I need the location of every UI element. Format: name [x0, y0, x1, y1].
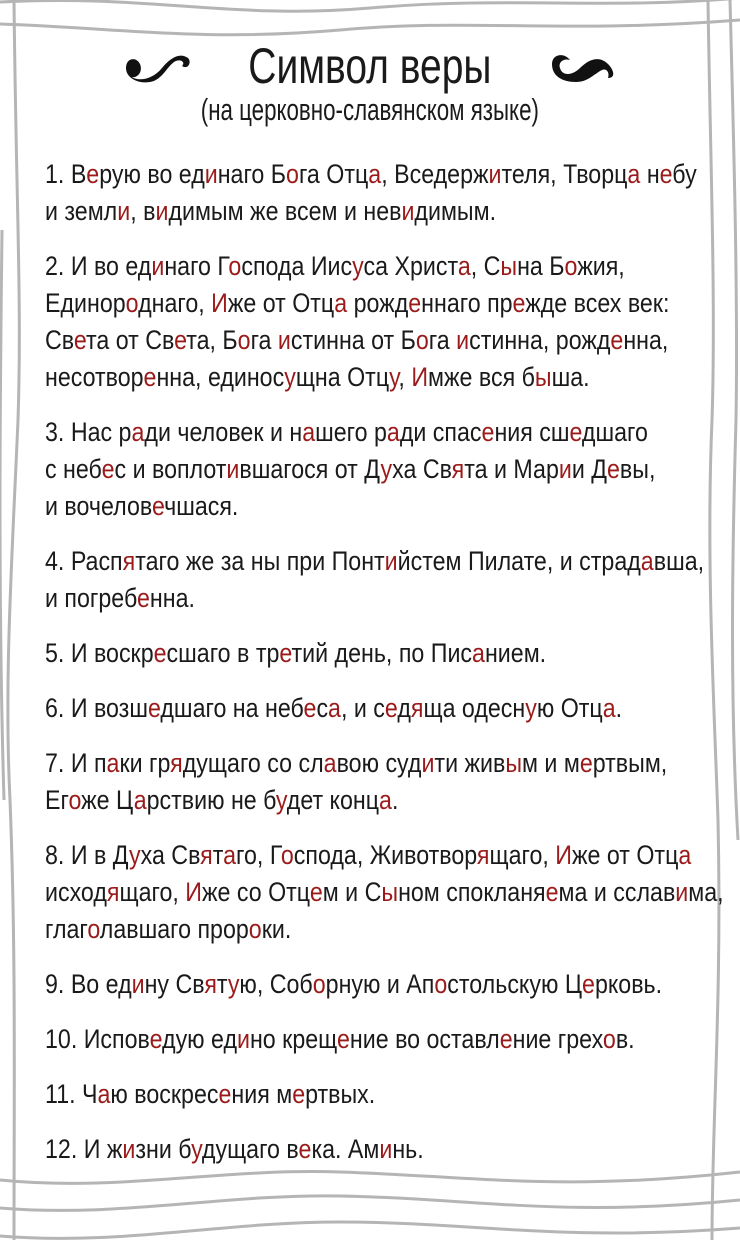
- stress-mark: о: [87, 914, 100, 944]
- stress-mark: и: [421, 748, 435, 778]
- stress-mark: и: [131, 969, 145, 999]
- stress-mark: а: [368, 159, 382, 189]
- stress-mark: ы: [534, 362, 552, 392]
- creed-article-4: [45, 543, 705, 617]
- creed-article-10: [45, 1021, 699, 1058]
- stress-mark: и: [226, 454, 240, 484]
- stress-mark: о: [602, 1024, 616, 1054]
- stress-mark: и: [122, 1134, 136, 1164]
- stress-mark: е: [86, 159, 100, 189]
- stress-mark: а: [302, 417, 316, 447]
- stress-mark: у: [128, 840, 141, 870]
- stress-mark: И: [185, 877, 202, 907]
- stress-mark: ы: [500, 251, 518, 281]
- stress-mark: у: [284, 362, 296, 392]
- stress-mark: я: [476, 840, 490, 870]
- stress-mark: о: [237, 325, 251, 355]
- stress-mark: е: [292, 1079, 306, 1109]
- stress-mark: а: [131, 417, 145, 447]
- stress-mark: о: [415, 325, 429, 355]
- flourish-left-icon: [122, 46, 192, 86]
- creed-article-6: [45, 690, 699, 727]
- text-line: 1. Верую во единаго Бога Отца, Вседержителя, Творца небу: [45, 159, 697, 189]
- text-line: 9. Во едину Святую, Соборную и Апостольскую Церковь.: [45, 969, 663, 999]
- stress-mark: е: [336, 1024, 350, 1054]
- stress-mark: а: [627, 159, 641, 189]
- stress-mark: я: [200, 840, 213, 870]
- stress-mark: и: [204, 159, 218, 189]
- stress-mark: и: [675, 877, 689, 907]
- text-line: 7. И паки грядущаго со славою судити живым и мертвым,: [45, 748, 668, 778]
- text-line: и погребенна.: [45, 583, 195, 613]
- stress-mark: у: [275, 785, 287, 815]
- stress-mark: я: [122, 546, 136, 576]
- stress-mark: е: [147, 693, 161, 723]
- creed-article-11: [45, 1076, 699, 1113]
- stress-mark: о: [312, 969, 326, 999]
- stress-mark: у: [352, 251, 364, 281]
- text-line: 6. И возшедшаго на небеса, и седяща одесную Отца.: [45, 693, 623, 723]
- stress-mark: е: [610, 325, 624, 355]
- stress-mark: и: [401, 196, 415, 226]
- stress-mark: я: [204, 969, 217, 999]
- stress-mark: а: [457, 251, 471, 281]
- stress-mark: ы: [505, 748, 523, 778]
- stress-mark: у: [227, 969, 240, 999]
- stress-mark: у: [380, 454, 393, 484]
- stress-mark: е: [153, 638, 167, 668]
- stress-mark: е: [569, 417, 582, 447]
- stress-mark: е: [384, 693, 398, 723]
- text-line: 3. Нас ради человек и нашего ради спасения сшедшаго: [45, 417, 648, 447]
- stress-mark: е: [481, 417, 495, 447]
- stress-mark: И: [555, 840, 572, 870]
- creed-article-12: [45, 1131, 699, 1168]
- stress-mark: е: [279, 638, 292, 668]
- stress-mark: е: [151, 491, 165, 521]
- stress-mark: И: [411, 362, 429, 392]
- stress-mark: а: [106, 748, 120, 778]
- stress-mark: а: [133, 785, 147, 815]
- stress-mark: е: [499, 1024, 513, 1054]
- page-title: Символ веры: [248, 38, 492, 94]
- creed-article-7: [45, 745, 699, 819]
- stress-mark: ы: [381, 877, 399, 907]
- stress-mark: у: [191, 1134, 202, 1164]
- stress-mark: я: [410, 693, 424, 723]
- stress-mark: о: [125, 288, 139, 318]
- creed-article-1: [45, 156, 699, 230]
- stress-mark: а: [386, 417, 400, 447]
- creed-article-8: [45, 837, 724, 948]
- text-line: Света от Света, Бога истинна от Бога истинна, рожденна,: [45, 325, 669, 355]
- stress-mark: е: [174, 325, 187, 355]
- stress-mark: я: [106, 877, 120, 907]
- stress-mark: о: [286, 159, 299, 189]
- stress-mark: е: [149, 1024, 163, 1054]
- stress-mark: и: [155, 196, 169, 226]
- text-line: 8. И в Духа Святаго, Господа, Животворящаго, Иже от Отца: [45, 840, 692, 870]
- stress-mark: о: [280, 840, 294, 870]
- stress-mark: а: [328, 693, 341, 723]
- stress-mark: е: [579, 748, 593, 778]
- text-line: с небес и воплотившагося от Духа Свята и Марии Девы,: [45, 454, 656, 484]
- stress-mark: и: [488, 159, 502, 189]
- stress-mark: я: [451, 454, 465, 484]
- text-line: и земли, видимым же всем и невидимым.: [45, 196, 497, 226]
- stress-mark: о: [228, 251, 242, 281]
- stress-mark: и: [236, 1024, 250, 1054]
- stress-mark: а: [223, 840, 237, 870]
- text-line: исходящаго, Иже со Отцем и Сыном спокланяема и сславима,: [45, 877, 724, 907]
- stress-mark: е: [408, 288, 422, 318]
- text-line: 11. Чаю воскресения мертвых.: [45, 1079, 376, 1109]
- stress-mark: И: [211, 288, 228, 318]
- stress-mark: о: [68, 785, 82, 815]
- stress-mark: е: [101, 454, 115, 484]
- text-line: и вочеловечшася.: [45, 491, 239, 521]
- text-line: 4. Распятаго же за ны при Понтийстем Пилате, и страдавша,: [45, 546, 705, 576]
- stress-mark: е: [298, 1134, 312, 1164]
- stress-mark: а: [640, 546, 654, 576]
- stress-mark: е: [606, 454, 620, 484]
- page-subtitle: (на церковно-славянском языке): [200, 92, 540, 127]
- stress-mark: и: [117, 196, 131, 226]
- stress-mark: е: [73, 325, 86, 355]
- creed-article-5: [45, 635, 699, 672]
- stress-mark: я: [170, 748, 183, 778]
- text-line: 2. И во единаго Господа Иисуса Христа, Сына Божия,: [45, 251, 625, 281]
- stress-mark: а: [472, 638, 485, 668]
- text-line: Егоже Царствию не будет конца.: [45, 785, 399, 815]
- stress-mark: и: [379, 1134, 393, 1164]
- stress-mark: а: [602, 693, 616, 723]
- stress-mark: е: [218, 1079, 232, 1109]
- stress-mark: у: [389, 362, 399, 392]
- text-line: несотворенна, единосущна Отцу, Имже вся быша.: [45, 362, 590, 392]
- stress-mark: и: [384, 546, 398, 576]
- stress-mark: а: [379, 785, 392, 815]
- stress-mark: о: [248, 914, 262, 944]
- stress-mark: и: [277, 325, 291, 355]
- text-line: глаголавшаго пророки.: [45, 914, 292, 944]
- text-line: Единороднаго, Иже от Отца рожденнаго прежде всех век:: [45, 288, 670, 318]
- stress-mark: о: [434, 969, 448, 999]
- stress-mark: е: [136, 583, 150, 613]
- stress-mark: е: [582, 969, 595, 999]
- creed-article-3: [45, 414, 699, 525]
- stress-mark: е: [309, 877, 323, 907]
- stress-mark: у: [525, 693, 537, 723]
- stress-mark: е: [143, 362, 157, 392]
- creed-article-9: [45, 966, 699, 1003]
- creed-article-2: [45, 248, 699, 396]
- text-line: 10. Исповедую едино крещение во оставление грехов.: [45, 1024, 635, 1054]
- stress-mark: е: [659, 159, 673, 189]
- stress-mark: е: [303, 693, 317, 723]
- stress-mark: е: [545, 877, 559, 907]
- stress-mark: и: [558, 454, 572, 484]
- text-line: 5. И воскресшаго в третий день, по Писанием.: [45, 638, 547, 668]
- text-line: 12. И жизни будущаго века. Аминь.: [45, 1134, 424, 1164]
- stress-mark: и: [151, 251, 165, 281]
- page-header: [0, 34, 740, 125]
- stress-mark: и: [456, 325, 470, 355]
- stress-mark: е: [512, 288, 526, 318]
- flourish-right-icon: [548, 46, 618, 86]
- stress-mark: а: [323, 748, 337, 778]
- stress-mark: а: [334, 288, 348, 318]
- creed-text: [45, 156, 724, 1186]
- stress-mark: а: [678, 840, 692, 870]
- stress-mark: а: [97, 1079, 111, 1109]
- stress-mark: о: [564, 251, 578, 281]
